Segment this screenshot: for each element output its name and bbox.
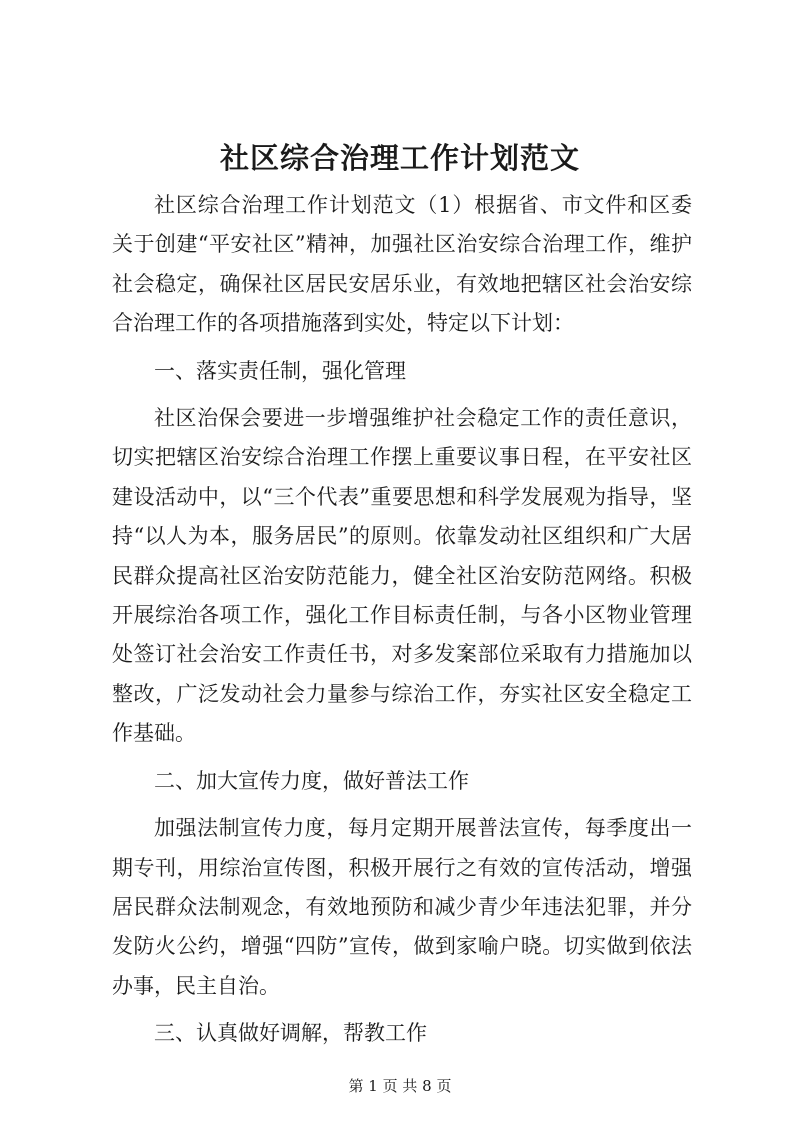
section-heading-3: 三、认真做好调解，帮教工作 (154, 1021, 427, 1046)
paragraph-section-1: 社区治保会要进一步增强维护社会稳定工作的责任意识，切实把辖区治安综合治理工作摆上重要议事日程，在平安社区建设活动中，以“三个代表”重要思想和科学发展观为指导，坚持“以人为本，服务居民”的原则。依靠发动社区组织和广大居民群众提高社区治安防范能力，健全社区治安防范网络。积极开展综治各项工作，强化工作目标责任制，与各小区物业管理处签订社会治安工作责任书，对多发案部位采取有力措施加以整改，广泛发动社会力量参与综治工作，夯实社区安全稳定工作基础。 (112, 406, 692, 746)
paragraph-section-2: 加强法制宣传力度，每月定期开展普法宣传，每季度出一期专刊，用综治宣传图，积极开展行之有效的宣传活动，增强居民群众法制观念，有效地预防和减少青少年违法犯罪，并分发防火公约，增强“四防”宣传，做到家喻户晓。切实做到依法办事，民主自治。 (112, 816, 692, 998)
paragraph-intro: 社区综合治理工作计划范文（1）根据省、市文件和区委关于创建“平安社区”精神，加强社区治安综合治理工作，维护社会稳定，确保社区居民安居乐业，有效地把辖区社会治安综合治理工作的各项措施落到实处，特定以下计划： (112, 193, 692, 336)
document-title: 社区综合治理工作计划范文 (219, 141, 580, 175)
document-body (112, 186, 692, 1054)
section-heading-1: 一、落实责任制，强化管理 (154, 358, 406, 383)
page-number-footer: 第 1 页 共 8 页 (348, 1077, 452, 1095)
section-heading-2: 二、加大宣传力度，做好普法工作 (154, 768, 469, 793)
